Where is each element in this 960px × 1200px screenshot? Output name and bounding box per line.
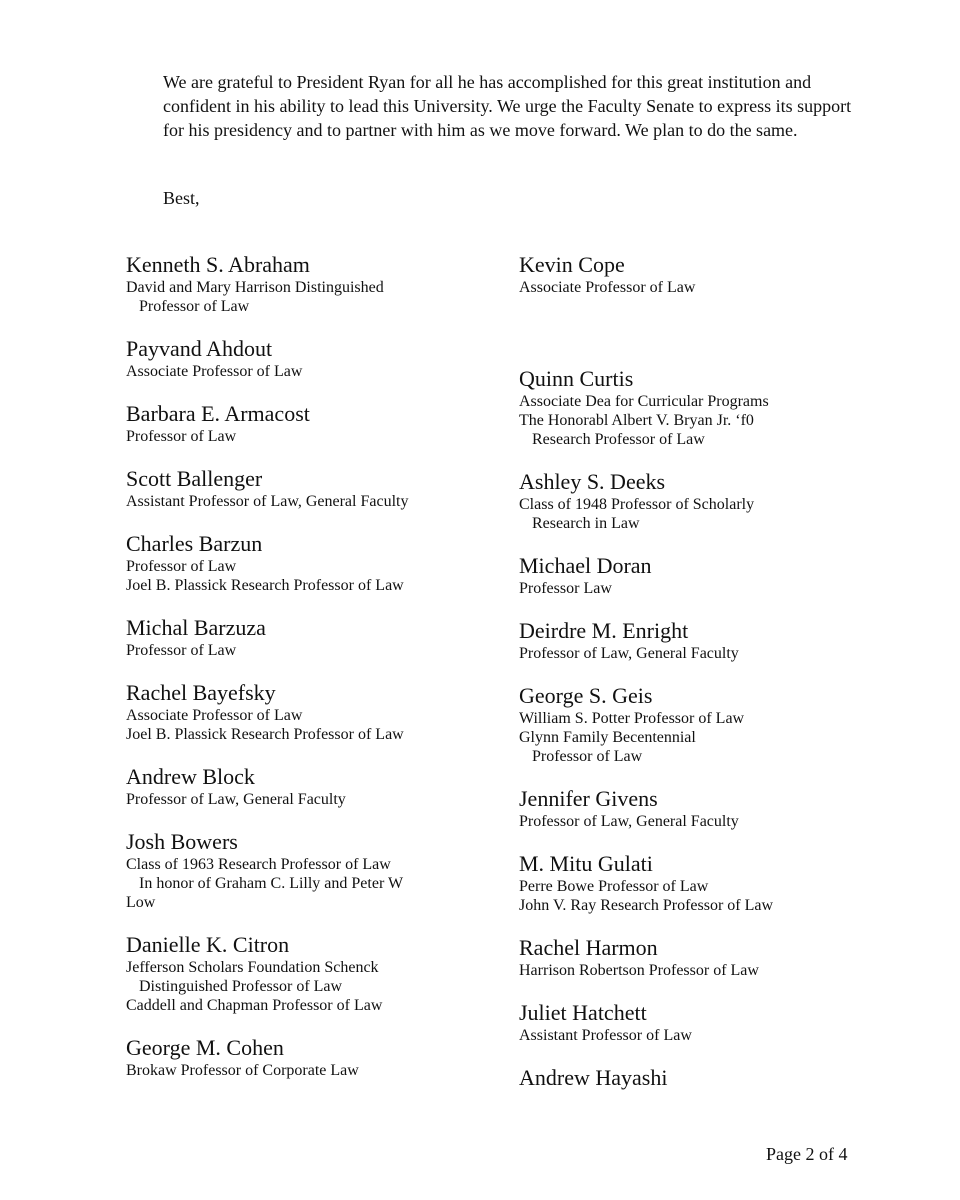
signatory-name: Juliet Hatchett bbox=[519, 1000, 647, 1025]
signatory-title: Caddell and Chapman Professor of Law bbox=[126, 997, 383, 1014]
signatory bbox=[126, 252, 506, 316]
signatory-title: Professor of Law, General Faculty bbox=[519, 645, 739, 662]
signatory-title: Professor of Law, General Faculty bbox=[126, 791, 346, 808]
signatory bbox=[519, 683, 899, 766]
signatories-left-column bbox=[126, 252, 506, 1100]
signatory-name: Jennifer Givens bbox=[519, 786, 658, 811]
signatory-name: George S. Geis bbox=[519, 683, 653, 708]
signatory-title: Professor of Law bbox=[139, 298, 250, 315]
signatory-name: Michal Barzuza bbox=[126, 615, 266, 640]
signatory-title: In honor of Graham C. Lilly and Peter W bbox=[139, 875, 404, 892]
signatory-title: Brokaw Professor of Corporate Law bbox=[126, 1062, 359, 1079]
signatory bbox=[126, 401, 506, 446]
letter-body bbox=[163, 70, 863, 142]
signatory-title: Professor of Law bbox=[532, 748, 643, 765]
signatory-title: Distinguished Professor of Law bbox=[139, 978, 343, 995]
signatory-name: Deirdre M. Enright bbox=[519, 618, 689, 643]
signatory-name: Quinn Curtis bbox=[519, 366, 634, 391]
signatory-title: Research Professor of Law bbox=[532, 431, 705, 448]
signatory-name: Josh Bowers bbox=[126, 829, 238, 854]
signatory-name: Michael Doran bbox=[519, 553, 652, 578]
signatory bbox=[126, 1035, 506, 1080]
signatory-title: Professor of Law bbox=[126, 558, 237, 575]
signatory-title: William S. Potter Professor of Law bbox=[519, 710, 745, 727]
signatory-title: Associate Dea for Curricular Programs bbox=[519, 393, 769, 410]
signatory bbox=[519, 1000, 899, 1045]
signatory bbox=[126, 615, 506, 660]
signatory bbox=[126, 680, 506, 744]
signatory bbox=[519, 618, 899, 663]
signatory-title: Class of 1948 Professor of Scholarly bbox=[519, 496, 755, 513]
signatory-name: Charles Barzun bbox=[126, 531, 263, 556]
signatory-title: Assistant Professor of Law, General Faculty bbox=[126, 493, 409, 510]
signatory-title: Professor of Law bbox=[126, 642, 237, 659]
signatory bbox=[126, 829, 506, 912]
signatory-name: Danielle K. Citron bbox=[126, 932, 290, 957]
signatory-title: Research in Law bbox=[532, 515, 640, 532]
signatory-name: M. Mitu Gulati bbox=[519, 851, 653, 876]
signatory bbox=[519, 935, 899, 980]
page-number: Page 2 of 4 bbox=[766, 1144, 848, 1164]
signatory bbox=[519, 366, 899, 449]
signatory-name: Rachel Bayefsky bbox=[126, 680, 276, 705]
signatory-name: Andrew Block bbox=[126, 764, 255, 789]
signatory-title: Joel B. Plassick Research Professor of Law bbox=[126, 726, 404, 743]
signatory-title: Joel B. Plassick Research Professor of Law bbox=[126, 577, 404, 594]
signatory-title: Professor of Law bbox=[126, 428, 237, 445]
signatory-title: The Honorabl Albert V. Bryan Jr. ‘f0 bbox=[519, 412, 754, 429]
signatory-title: Glynn Family Becentennial bbox=[519, 729, 696, 746]
signatory bbox=[519, 1065, 899, 1091]
signatory-title: David and Mary Harrison Distinguished bbox=[126, 279, 384, 296]
signatory-name: Rachel Harmon bbox=[519, 935, 658, 960]
signatory-name: Kevin Cope bbox=[519, 252, 625, 277]
signatory bbox=[126, 764, 506, 809]
signatory bbox=[519, 469, 899, 533]
signatory-name: George M. Cohen bbox=[126, 1035, 284, 1060]
signatory-title: Low bbox=[126, 894, 156, 911]
signatory bbox=[126, 336, 506, 381]
signatory-name: Scott Ballenger bbox=[126, 466, 263, 491]
signatory-title: Assistant Professor of Law bbox=[519, 1027, 692, 1044]
signatory-title: Perre Bowe Professor of Law bbox=[519, 878, 709, 895]
signatory-name: Barbara E. Armacost bbox=[126, 401, 310, 426]
signatory bbox=[519, 786, 899, 831]
signatory bbox=[126, 466, 506, 511]
signatory-title: John V. Ray Research Professor of Law bbox=[519, 897, 774, 914]
signatory bbox=[519, 553, 899, 598]
signatory-title: Professor of Law, General Faculty bbox=[519, 813, 739, 830]
signatory-name: Kenneth S. Abraham bbox=[126, 252, 310, 277]
signatory-title: Associate Professor of Law bbox=[126, 363, 303, 380]
signatory bbox=[126, 932, 506, 1015]
signatory-title: Class of 1963 Research Professor of Law bbox=[126, 856, 391, 873]
letter-closing: Best, bbox=[163, 188, 200, 208]
signatory-title: Associate Professor of Law bbox=[519, 279, 696, 296]
closing-paragraph: We are grateful to President Ryan for all he has accomplished for this great institution and confident in his ability to lead this University. We urge the Faculty Senate to express its support for his presidency and to partner with him as we move forward. We plan to do the same. bbox=[163, 72, 852, 140]
signatory-name: Ashley S. Deeks bbox=[519, 469, 666, 494]
signatory bbox=[519, 252, 899, 297]
signatory-title: Professor Law bbox=[519, 580, 612, 597]
signatory-title: Jefferson Scholars Foundation Schenck bbox=[126, 959, 379, 976]
signatory-title: Harrison Robertson Professor of Law bbox=[519, 962, 759, 979]
signatories-right-column bbox=[519, 252, 899, 1111]
signatory-name: Andrew Hayashi bbox=[519, 1065, 668, 1090]
signatory-name: Payvand Ahdout bbox=[126, 336, 273, 361]
signatory-title: Associate Professor of Law bbox=[126, 707, 303, 724]
signatory bbox=[126, 531, 506, 595]
signatory bbox=[519, 851, 899, 915]
